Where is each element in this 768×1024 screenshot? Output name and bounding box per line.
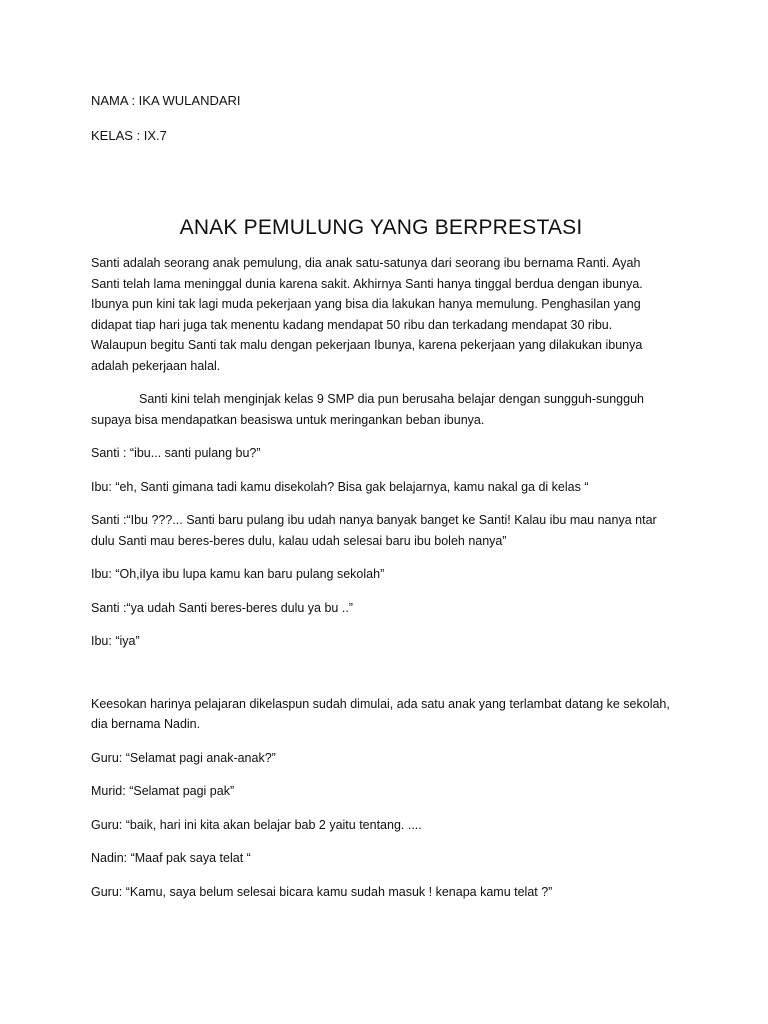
paragraph-school: Santi kini telah menginjak kelas 9 SMP dia pun berusaha belajar dengan sungguh-sungguh supaya bisa mendapatkan beasiswa untuk meringankan beban ibunya. [91,392,644,427]
dialogue-line: Santi : “ibu... santi pulang bu?” [91,446,261,460]
student-name: NAMA : IKA WULANDARI [91,93,241,108]
dialogue-line: Nadin: “Maaf pak saya telat “ [91,851,251,865]
paragraph-next-day: Keesokan harinya pelajaran dikelaspun sudah dimulai, ada satu anak yang terlambat datang ke sekolah, dia bernama Nadin. [91,696,670,731]
dialogue-line: Santi :“ya udah Santi beres-beres dulu ya bu ..” [91,600,353,615]
dialogue-line: Ibu: “eh, Santi gimana tadi kamu disekolah? Bisa gak belajarnya, kamu nakal ga di kelas “ [91,479,589,494]
paragraph-intro: Santi adalah seorang anak pemulung, dia anak satu-satunya dari seorang ibu bernama Ranti. Ayah Santi telah lama meninggal dunia karena sakit. Akhirnya Santi hanya tinggal berdua dengan ibunya. Ibunya pun kini tak lagi muda pekerjaan yang bisa dia lakukan hanya memulung. Penghasilan yang didapat tiap hari juga tak menentu kadang mendapat 50 ribu dan terkadang mendapat 30 ribu. Walaupun begitu Santi tak malu dengan pekerjaan Ibunya, karena pekerjaan yang dilakukan ibunya adalah pekerjaan halal. [91,256,643,373]
document-content [91,92,671,902]
dialogue-line: Guru: “Kamu, saya belum selesai bicara kamu sudah masuk ! kenapa kamu telat ?” [91,884,553,899]
dialogue-line: Guru: “baik, hari ini kita akan belajar bab 2 yaitu tentang. .... [91,817,422,832]
story-title: ANAK PEMULUNG YANG BERPRESTASI [179,216,583,239]
dialogue-line: Guru: “Selamat pagi anak-anak?” [91,750,276,765]
dialogue-line: Ibu: “Oh,iIya ibu lupa kamu kan baru pulang sekolah” [91,567,385,581]
dialogue-line: Murid: “Selamat pagi pak” [91,784,235,798]
student-class: KELAS : IX.7 [91,128,167,143]
dialogue-line: Ibu: “iya” [91,634,140,648]
dialogue-line: Santi :“Ibu ???... Santi baru pulang ibu udah nanya banyak banget ke Santi! Kalau ibu mau nanya ntar dulu Santi mau beres-beres dulu, kalau udah selesai baru ibu boleh nanya” [91,513,657,548]
